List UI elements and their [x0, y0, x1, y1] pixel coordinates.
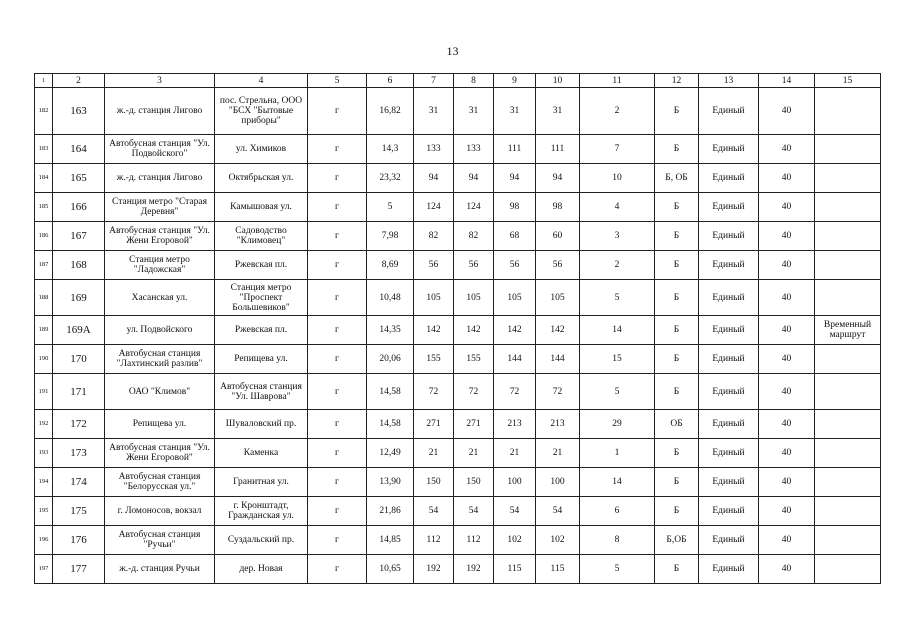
row-index: 190	[35, 345, 53, 374]
end-point: Каменка	[215, 439, 308, 468]
col-10: 213	[536, 410, 580, 439]
route-number: 175	[53, 497, 105, 526]
fare-type: Единый	[699, 410, 759, 439]
col-9: 115	[494, 555, 536, 584]
col-8: 124	[454, 193, 494, 222]
col-8: 105	[454, 280, 494, 316]
col-9: 54	[494, 497, 536, 526]
table-row	[35, 222, 881, 251]
col-11: 3	[580, 222, 655, 251]
start-point: Автобусная станция "Белорусская ул."	[105, 468, 215, 497]
end-point: Камышовая ул.	[215, 193, 308, 222]
col-11: 2	[580, 88, 655, 135]
col-10: 98	[536, 193, 580, 222]
end-point: Ржевская пл.	[215, 316, 308, 345]
header-cell: 6	[367, 74, 414, 88]
col-11: 10	[580, 164, 655, 193]
row-index: 182	[35, 88, 53, 135]
col-9: 21	[494, 439, 536, 468]
row-index: 195	[35, 497, 53, 526]
col-8: 142	[454, 316, 494, 345]
route-length: 14,35	[367, 316, 414, 345]
route-length: 10,65	[367, 555, 414, 584]
col-12: Б	[655, 468, 699, 497]
fare-type: Единый	[699, 345, 759, 374]
end-point: Садоводство "Климовец"	[215, 222, 308, 251]
route-number: 170	[53, 345, 105, 374]
page-number: 13	[446, 44, 459, 58]
col-7: 133	[414, 135, 454, 164]
col-14: 40	[759, 88, 815, 135]
start-point: Автобусная станция "Ул. Жени Егоровой"	[105, 222, 215, 251]
route-length: 21,86	[367, 497, 414, 526]
col-10: 144	[536, 345, 580, 374]
fare-type: Единый	[699, 439, 759, 468]
col-11: 1	[580, 439, 655, 468]
route-length: 8,69	[367, 251, 414, 280]
header-cell: 12	[655, 74, 699, 88]
col-7: 142	[414, 316, 454, 345]
col-12: Б	[655, 280, 699, 316]
fare-type: Единый	[699, 88, 759, 135]
col-10: 31	[536, 88, 580, 135]
route-number: 164	[53, 135, 105, 164]
end-point: дер. Новая	[215, 555, 308, 584]
route-length: 13,90	[367, 468, 414, 497]
fare-type: Единый	[699, 497, 759, 526]
note	[815, 410, 881, 439]
col-9: 56	[494, 251, 536, 280]
note	[815, 135, 881, 164]
col-11: 14	[580, 316, 655, 345]
row-index: 193	[35, 439, 53, 468]
col-14: 40	[759, 135, 815, 164]
col-11: 4	[580, 193, 655, 222]
route-length: 14,85	[367, 526, 414, 555]
end-point: пос. Стрельна, ООО "БСХ "Бытовые приборы"	[215, 88, 308, 135]
col-7: 21	[414, 439, 454, 468]
route-number: 169	[53, 280, 105, 316]
note	[815, 555, 881, 584]
col-10: 102	[536, 526, 580, 555]
start-point: Автобусная станция "Ул. Жени Егоровой"	[105, 439, 215, 468]
col-7: 112	[414, 526, 454, 555]
col-9: 142	[494, 316, 536, 345]
route-type: г	[308, 193, 367, 222]
route-length: 14,58	[367, 374, 414, 410]
fare-type: Единый	[699, 251, 759, 280]
end-point: Станция метро "Проспект Большевиков"	[215, 280, 308, 316]
end-point: Шуваловский пр.	[215, 410, 308, 439]
col-12: Б,ОБ	[655, 526, 699, 555]
start-point: Станция метро "Старая Деревня"	[105, 193, 215, 222]
header-cell: 7	[414, 74, 454, 88]
col-7: 94	[414, 164, 454, 193]
end-point: г. Кронштадт, Гражданская ул.	[215, 497, 308, 526]
col-14: 40	[759, 280, 815, 316]
route-type: г	[308, 410, 367, 439]
header-cell: 15	[815, 74, 881, 88]
route-number: 176	[53, 526, 105, 555]
col-11: 15	[580, 345, 655, 374]
route-type: г	[308, 345, 367, 374]
col-8: 192	[454, 555, 494, 584]
col-9: 144	[494, 345, 536, 374]
start-point: Автобусная станция "Лахтинский разлив"	[105, 345, 215, 374]
col-7: 105	[414, 280, 454, 316]
col-10: 105	[536, 280, 580, 316]
header-cell: 8	[454, 74, 494, 88]
route-type: г	[308, 316, 367, 345]
row-index: 188	[35, 280, 53, 316]
col-14: 40	[759, 526, 815, 555]
col-12: Б	[655, 555, 699, 584]
note	[815, 497, 881, 526]
table-row	[35, 526, 881, 555]
note	[815, 193, 881, 222]
header-cell: 4	[215, 74, 308, 88]
start-point: ж.-д. станция Лигово	[105, 88, 215, 135]
fare-type: Единый	[699, 316, 759, 345]
col-8: 271	[454, 410, 494, 439]
start-point: ж.-д. станция Лигово	[105, 164, 215, 193]
routes-table	[34, 73, 881, 584]
col-9: 98	[494, 193, 536, 222]
note	[815, 374, 881, 410]
col-7: 82	[414, 222, 454, 251]
col-9: 111	[494, 135, 536, 164]
fare-type: Единый	[699, 468, 759, 497]
col-8: 56	[454, 251, 494, 280]
col-7: 124	[414, 193, 454, 222]
col-7: 56	[414, 251, 454, 280]
col-7: 271	[414, 410, 454, 439]
header-cell: 13	[699, 74, 759, 88]
fare-type: Единый	[699, 280, 759, 316]
route-number: 171	[53, 374, 105, 410]
col-8: 82	[454, 222, 494, 251]
start-point: ж.-д. станция Ручьи	[105, 555, 215, 584]
col-11: 6	[580, 497, 655, 526]
table-row	[35, 135, 881, 164]
end-point: Гранитная ул.	[215, 468, 308, 497]
col-12: Б	[655, 135, 699, 164]
col-8: 72	[454, 374, 494, 410]
note	[815, 280, 881, 316]
col-9: 68	[494, 222, 536, 251]
col-8: 112	[454, 526, 494, 555]
routes-table-body	[35, 74, 881, 584]
col-11: 5	[580, 555, 655, 584]
fare-type: Единый	[699, 222, 759, 251]
table-row	[35, 88, 881, 135]
col-12: Б, ОБ	[655, 164, 699, 193]
col-7: 31	[414, 88, 454, 135]
col-14: 40	[759, 222, 815, 251]
col-10: 72	[536, 374, 580, 410]
fare-type: Единый	[699, 374, 759, 410]
col-14: 40	[759, 555, 815, 584]
col-10: 100	[536, 468, 580, 497]
table-row	[35, 280, 881, 316]
end-point: ул. Химиков	[215, 135, 308, 164]
col-9: 213	[494, 410, 536, 439]
col-10: 94	[536, 164, 580, 193]
col-7: 192	[414, 555, 454, 584]
route-type: г	[308, 88, 367, 135]
row-index: 197	[35, 555, 53, 584]
col-10: 54	[536, 497, 580, 526]
header-cell: 9	[494, 74, 536, 88]
route-number: 173	[53, 439, 105, 468]
row-index: 186	[35, 222, 53, 251]
route-length: 23,32	[367, 164, 414, 193]
route-type: г	[308, 251, 367, 280]
col-9: 102	[494, 526, 536, 555]
route-type: г	[308, 222, 367, 251]
col-7: 150	[414, 468, 454, 497]
table-row	[35, 316, 881, 345]
header-cell: 1	[35, 74, 53, 88]
col-8: 54	[454, 497, 494, 526]
row-index: 191	[35, 374, 53, 410]
col-8: 94	[454, 164, 494, 193]
end-point: Репищева ул.	[215, 345, 308, 374]
table-row	[35, 439, 881, 468]
header-cell: 3	[105, 74, 215, 88]
route-length: 7,98	[367, 222, 414, 251]
col-10: 56	[536, 251, 580, 280]
route-number: 172	[53, 410, 105, 439]
route-number: 163	[53, 88, 105, 135]
header-cell: 14	[759, 74, 815, 88]
start-point: ул. Подвойского	[105, 316, 215, 345]
col-12: Б	[655, 193, 699, 222]
col-9: 94	[494, 164, 536, 193]
header-cell: 10	[536, 74, 580, 88]
table-row	[35, 468, 881, 497]
table-row	[35, 345, 881, 374]
route-type: г	[308, 497, 367, 526]
table-row	[35, 374, 881, 410]
row-index: 185	[35, 193, 53, 222]
route-number: 169А	[53, 316, 105, 345]
col-11: 5	[580, 374, 655, 410]
note	[815, 439, 881, 468]
col-14: 40	[759, 439, 815, 468]
col-14: 40	[759, 316, 815, 345]
col-9: 105	[494, 280, 536, 316]
start-point: Хасанская ул.	[105, 280, 215, 316]
col-11: 29	[580, 410, 655, 439]
col-8: 31	[454, 88, 494, 135]
end-point: Ржевская пл.	[215, 251, 308, 280]
route-type: г	[308, 555, 367, 584]
col-14: 40	[759, 468, 815, 497]
end-point: Автобусная станция "Ул. Шаврова"	[215, 374, 308, 410]
route-type: г	[308, 439, 367, 468]
note	[815, 164, 881, 193]
start-point: Автобусная станция "Ручьи"	[105, 526, 215, 555]
col-12: Б	[655, 316, 699, 345]
col-12: Б	[655, 88, 699, 135]
note	[815, 526, 881, 555]
header-row	[35, 74, 881, 88]
route-number: 165	[53, 164, 105, 193]
col-8: 133	[454, 135, 494, 164]
fare-type: Единый	[699, 135, 759, 164]
fare-type: Единый	[699, 526, 759, 555]
start-point: ОАО "Климов"	[105, 374, 215, 410]
start-point: Станция метро "Ладожская"	[105, 251, 215, 280]
row-index: 194	[35, 468, 53, 497]
col-8: 150	[454, 468, 494, 497]
col-14: 40	[759, 374, 815, 410]
route-length: 16,82	[367, 88, 414, 135]
route-length: 14,58	[367, 410, 414, 439]
route-length: 20,06	[367, 345, 414, 374]
route-length: 12,49	[367, 439, 414, 468]
col-7: 72	[414, 374, 454, 410]
route-number: 174	[53, 468, 105, 497]
table-row	[35, 193, 881, 222]
row-index: 196	[35, 526, 53, 555]
col-12: Б	[655, 439, 699, 468]
col-11: 7	[580, 135, 655, 164]
row-index: 192	[35, 410, 53, 439]
route-number: 167	[53, 222, 105, 251]
col-11: 5	[580, 280, 655, 316]
col-9: 31	[494, 88, 536, 135]
route-number: 166	[53, 193, 105, 222]
row-index: 189	[35, 316, 53, 345]
col-12: Б	[655, 345, 699, 374]
route-length: 5	[367, 193, 414, 222]
col-7: 155	[414, 345, 454, 374]
col-10: 21	[536, 439, 580, 468]
col-14: 40	[759, 164, 815, 193]
col-8: 21	[454, 439, 494, 468]
start-point: Автобусная станция "Ул. Подвойского"	[105, 135, 215, 164]
table-row	[35, 555, 881, 584]
col-12: Б	[655, 222, 699, 251]
route-number: 177	[53, 555, 105, 584]
row-index: 183	[35, 135, 53, 164]
route-type: г	[308, 468, 367, 497]
start-point: г. Ломоносов, вокзал	[105, 497, 215, 526]
col-11: 2	[580, 251, 655, 280]
route-type: г	[308, 374, 367, 410]
col-10: 115	[536, 555, 580, 584]
col-10: 142	[536, 316, 580, 345]
col-14: 40	[759, 345, 815, 374]
route-type: г	[308, 280, 367, 316]
col-7: 54	[414, 497, 454, 526]
col-14: 40	[759, 251, 815, 280]
route-type: г	[308, 526, 367, 555]
col-14: 40	[759, 410, 815, 439]
note	[815, 222, 881, 251]
table-row	[35, 497, 881, 526]
route-length: 10,48	[367, 280, 414, 316]
col-11: 14	[580, 468, 655, 497]
note	[815, 468, 881, 497]
table-row	[35, 164, 881, 193]
col-12: ОБ	[655, 410, 699, 439]
end-point: Октябрьская ул.	[215, 164, 308, 193]
header-cell: 11	[580, 74, 655, 88]
col-8: 155	[454, 345, 494, 374]
end-point: Суздальский пр.	[215, 526, 308, 555]
header-cell: 2	[53, 74, 105, 88]
fare-type: Единый	[699, 193, 759, 222]
col-14: 40	[759, 497, 815, 526]
col-12: Б	[655, 497, 699, 526]
fare-type: Единый	[699, 164, 759, 193]
table-row	[35, 251, 881, 280]
header-cell: 5	[308, 74, 367, 88]
row-index: 184	[35, 164, 53, 193]
table-row	[35, 410, 881, 439]
col-9: 72	[494, 374, 536, 410]
note	[815, 88, 881, 135]
route-number: 168	[53, 251, 105, 280]
col-14: 40	[759, 193, 815, 222]
row-index: 187	[35, 251, 53, 280]
col-9: 100	[494, 468, 536, 497]
col-11: 8	[580, 526, 655, 555]
note	[815, 251, 881, 280]
note	[815, 345, 881, 374]
start-point: Репищева ул.	[105, 410, 215, 439]
col-10: 111	[536, 135, 580, 164]
route-length: 14,3	[367, 135, 414, 164]
col-12: Б	[655, 374, 699, 410]
route-type: г	[308, 135, 367, 164]
note: Временный маршрут	[815, 316, 881, 345]
fare-type: Единый	[699, 555, 759, 584]
col-12: Б	[655, 251, 699, 280]
route-type: г	[308, 164, 367, 193]
col-10: 60	[536, 222, 580, 251]
